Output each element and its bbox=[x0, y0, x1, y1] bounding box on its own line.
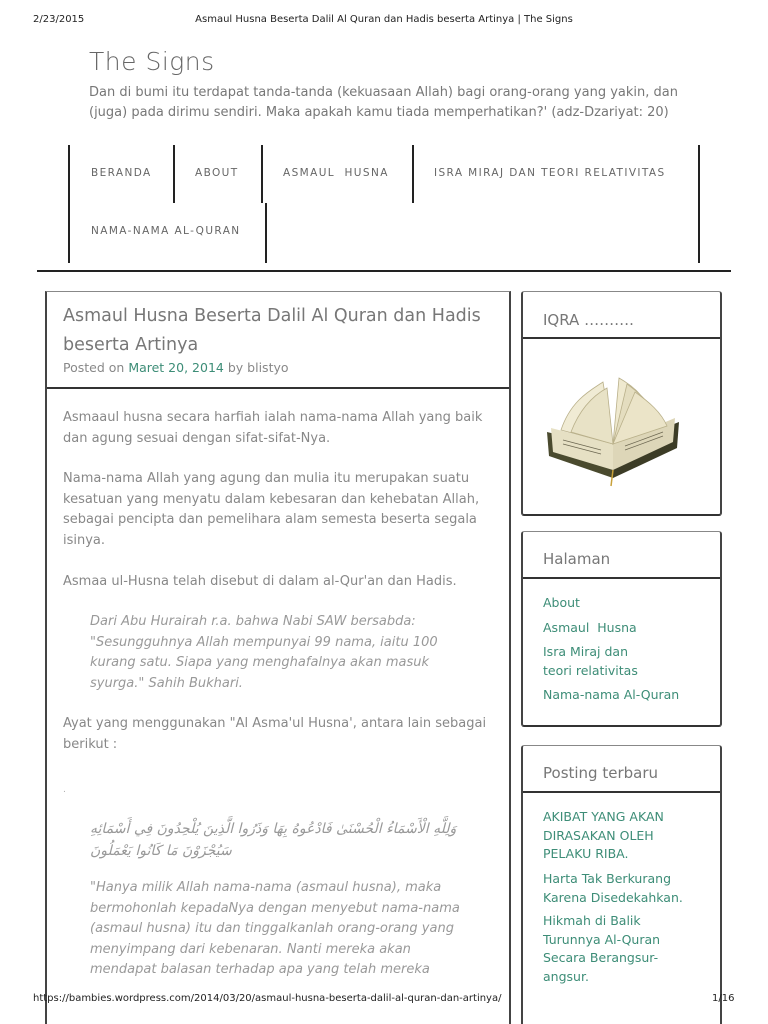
open-quran-book-icon bbox=[541, 370, 686, 490]
halaman-link-nama-nama-al-quran[interactable]: Nama-nama Al-Quran bbox=[543, 687, 680, 702]
nav-item-nama-nama-al-quran[interactable]: NAMA-NAMA AL-QURAN bbox=[91, 225, 241, 237]
nav-divider bbox=[698, 145, 700, 263]
post-author-link[interactable]: blistyo bbox=[247, 360, 289, 375]
print-date: 2/23/2015 bbox=[33, 14, 85, 25]
recent-post-link[interactable]: Hikmah di Balik Turunnya Al-Quran Secara Berangsur-angsur. bbox=[543, 913, 661, 984]
post-header-divider bbox=[47, 387, 509, 389]
post-date-link[interactable]: Maret 20, 2014 bbox=[128, 360, 224, 375]
nav-item-beranda[interactable]: BERANDA bbox=[91, 167, 152, 179]
nav-divider bbox=[265, 203, 267, 263]
paragraph-mention: Asmaa ul-Husna telah disebut di dalam al-Qur'an dan Hadis. bbox=[63, 574, 457, 589]
main-navigation bbox=[68, 145, 700, 263]
nav-item-asmaul-husna[interactable]: ASMAUL HUSNA bbox=[283, 167, 389, 179]
nav-divider bbox=[68, 145, 70, 263]
post-title[interactable]: Asmaul Husna Beserta Dalil Al Quran dan Hadis beserta Artinya bbox=[63, 306, 481, 355]
print-doc-title: Asmaul Husna Beserta Dalil Al Quran dan Hadis beserta Artinya | The Signs bbox=[195, 14, 573, 25]
print-page-number: 1/16 bbox=[712, 993, 735, 1004]
nav-item-about[interactable]: ABOUT bbox=[195, 167, 239, 179]
halaman-link-about[interactable]: About bbox=[543, 595, 580, 610]
post-meta bbox=[63, 360, 289, 375]
nav-item-isra-miraj[interactable]: ISRA MIRAJ DAN TEORI RELATIVITAS bbox=[434, 167, 666, 179]
nav-divider bbox=[173, 145, 175, 203]
hadith-quote: Dari Abu Hurairah r.a. bahwa Nabi SAW bersabda: "Sesungguhnya Allah mempunyai 99 nama, iaitu 100 kurang satu. Siapa yang menghafalnya akan masuk syurga." Sahih Bukhari. bbox=[90, 614, 438, 691]
iqra-widget-title: IQRA ………. bbox=[543, 311, 634, 329]
widget-title-rule bbox=[523, 791, 720, 793]
site-tagline: Dan di bumi itu terdapat tanda-tanda (kekuasaan Allah) bagi orang-orang yang yakin, dan (juga) pada dirimu sendiri. Maka apakah kamu tiada memperhatikan?' (adz-Dzariyat: 20) bbox=[89, 85, 678, 120]
widget-title-rule bbox=[523, 337, 720, 339]
arabic-verse: وَلِلَّهِ الْأَسْمَاءُ الْحُسْنَىٰ فَادْعُوهُ بِهَا وَذَرُوا الَّذِينَ يُلْحِدُونَ فِي أَسْمَائِهِ سَيُجْزَوْنَ مَا كَانُوا يَعْمَلُونَ bbox=[90, 821, 457, 859]
nav-divider bbox=[412, 145, 414, 203]
print-url: https://bambies.wordpress.com/2014/03/20/asmaul-husna-beserta-dalil-al-quran-dan-artinya/ bbox=[33, 993, 502, 1004]
paragraph-verses-intro: Ayat yang menggunakan "Al Asma'ul Husna', antara lain sebagai berikut : bbox=[63, 716, 487, 752]
separator-dot: . bbox=[63, 785, 66, 795]
paragraph-unity: Nama-nama Allah yang agung dan mulia itu merupakan suatu kesatuan yang menyatu dalam kebesaran dan kehebatan Allah, sebagai pencipta dan pemelihara alam semesta beserta segala isinya. bbox=[63, 471, 480, 548]
print-header bbox=[0, 14, 768, 30]
nav-divider bbox=[261, 145, 263, 203]
paragraph-definition: Asmaaul husna secara harfiah ialah nama-nama Allah yang baik dan agung sesuai dengan sifat-sifat-Nya. bbox=[63, 410, 483, 446]
posted-prefix: Posted on bbox=[63, 360, 125, 375]
halaman-link-isra-miraj[interactable]: Isra Miraj dan teori relativitas bbox=[543, 644, 638, 678]
header-separator bbox=[37, 270, 731, 272]
halaman-widget-title: Halaman bbox=[543, 550, 611, 568]
widget-title-rule bbox=[523, 577, 720, 579]
recent-posts-title: Posting terbaru bbox=[543, 764, 659, 782]
verse-translation: "Hanya milik Allah nama-nama (asmaul husna), maka bermohonlah kepadaNya dengan menyebut nama-nama (asmaul husna) itu dan tinggalkanlah orang-orang yang menyimpang dari kebenaran. Nanti mereka akan mendapat balasan terhadap apa yang telah mereka bbox=[90, 880, 460, 977]
recent-post-link[interactable]: AKIBAT YANG AKAN DIRASAKAN OLEH PELAKU RIBA. bbox=[543, 809, 664, 861]
halaman-link-asmaul-husna[interactable]: Asmaul Husna bbox=[543, 620, 637, 635]
recent-post-link[interactable]: Harta Tak Berkurang Karena Disedekahkan. bbox=[543, 871, 683, 905]
site-title[interactable]: The Signs bbox=[89, 47, 215, 76]
by-label: by bbox=[227, 360, 244, 375]
